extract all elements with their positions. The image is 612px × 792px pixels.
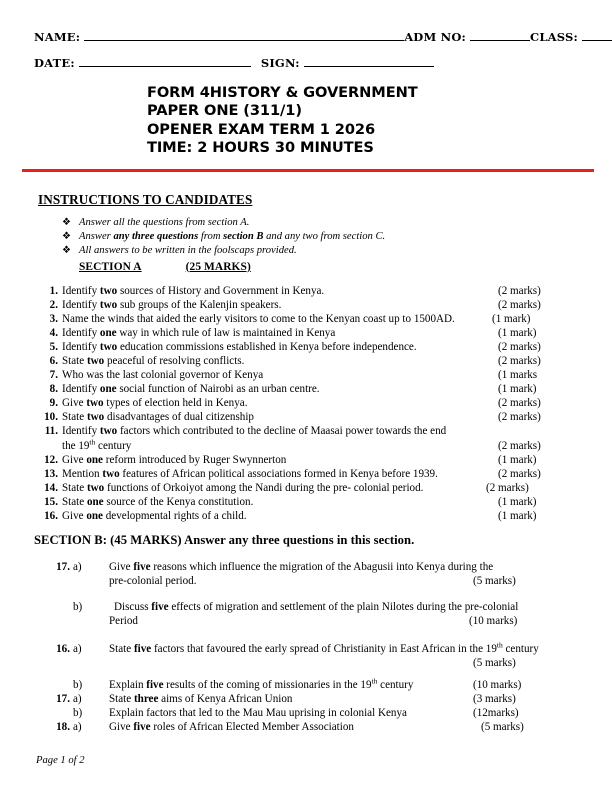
question-text: Give two types of election held in Kenya. — [62, 397, 248, 410]
instructions-list — [62, 216, 582, 274]
question-marks-line — [109, 656, 590, 670]
question-marks: (2 marks) — [498, 341, 541, 354]
question-body — [62, 298, 590, 312]
question-item — [34, 509, 590, 523]
instruction-text: All answers to be written in the foolscaps provided. — [79, 245, 297, 257]
question-text: Identify two sub groups of the Kalenjin speakers. — [62, 299, 282, 312]
question-body — [62, 312, 590, 326]
question-text: State five factors that favoured the early spread of Christianity in East African in the 19th century — [109, 640, 539, 656]
question-item — [34, 706, 590, 720]
ordinal-suffix: th — [496, 640, 503, 650]
question-marks: (2 marks) — [498, 299, 541, 312]
question-body — [62, 368, 590, 382]
section-b-question-list — [34, 560, 590, 734]
question-number: 5. — [49, 341, 58, 354]
question-item — [34, 340, 590, 354]
instructions-heading: INSTRUCTIONS TO CANDIDATES — [38, 192, 253, 207]
question-item — [34, 453, 590, 467]
question-text: Give five reasons which influence the migration of the Abagusii into Kenya during the — [109, 561, 494, 573]
question-text: Give five roles of African Elected Member Association — [109, 721, 354, 734]
question-marks: (2 marks) — [498, 411, 541, 424]
question-text: Give one developmental rights of a child. — [62, 509, 247, 522]
question-marks: (5 marks) — [473, 575, 516, 588]
question-marks: (3 marks) — [473, 693, 516, 706]
question-marks: (1 mark) — [498, 495, 537, 508]
page-footer: Page 1 of 2 — [36, 755, 85, 766]
question-text: State two functions of Orkoiyot among the Nandi during the pre- colonial period. — [62, 481, 424, 494]
question-number: 16. — [56, 643, 70, 656]
question-number: 9. — [49, 397, 58, 410]
question-marks: (1 mark) — [498, 327, 537, 340]
question-body — [109, 642, 590, 670]
question-marks: (2 marks) — [498, 467, 541, 480]
question-item — [34, 600, 590, 628]
question-text-continued: the 19th century (2 marks) — [62, 439, 590, 453]
sign-label: SIGN: — [260, 56, 300, 70]
question-part-label: b) — [73, 707, 83, 720]
question-text: State two peaceful of resolving conflicts. — [62, 355, 245, 368]
class-label: CLASS: — [530, 30, 578, 44]
question-number: 15. — [44, 495, 58, 508]
question-marks: (1 mark) — [498, 509, 537, 522]
question-marks: (2 marks) — [498, 285, 541, 297]
section-a-marks: (25 MARKS) — [185, 260, 251, 273]
question-number: 2. — [49, 299, 58, 312]
question-item — [34, 467, 590, 481]
class-input-line[interactable] — [582, 30, 612, 41]
question-text: Identify two education commissions established in Kenya before independence. — [62, 341, 417, 354]
question-body — [109, 560, 590, 588]
adm-no-label: ADM NO: — [404, 30, 466, 44]
question-number: 10. — [44, 411, 58, 424]
name-label: NAME: — [34, 30, 81, 44]
question-number: 13. — [44, 467, 58, 480]
question-marks: (5 marks) — [481, 721, 524, 734]
question-marks: (1 mark) — [498, 453, 537, 466]
question-item — [34, 312, 590, 326]
title-exam-term: OPENER EXAM TERM 1 2026 — [147, 120, 376, 138]
question-marks: (12marks) — [473, 707, 519, 720]
question-body — [62, 424, 590, 452]
question-body — [62, 396, 590, 410]
question-body — [109, 600, 590, 628]
ordinal-suffix: th — [371, 676, 378, 686]
instruction-item — [62, 216, 582, 230]
question-body — [109, 720, 590, 734]
question-item — [34, 326, 590, 340]
question-body — [62, 326, 590, 340]
question-text: Mention two features of African political associations formed in Kenya before 1939. — [62, 467, 438, 480]
question-body — [109, 692, 590, 706]
question-number: 7. — [49, 369, 58, 382]
question-text: Identify two sources of History and Government in Kenya. — [62, 285, 325, 297]
question-number: 17. — [56, 561, 70, 573]
name-adm-class-row — [34, 30, 586, 44]
question-marks: (1 mark) — [498, 383, 537, 396]
question-body — [62, 495, 590, 509]
question-marks: (10 marks) — [473, 679, 522, 692]
question-item — [34, 298, 590, 312]
question-item — [34, 720, 590, 734]
name-input-line[interactable] — [84, 30, 404, 41]
question-text: Explain five results of the coming of missionaries in the 19th century — [109, 676, 414, 692]
question-item — [34, 495, 590, 509]
section-a-label: SECTION A — [79, 260, 142, 273]
question-number: 12. — [44, 453, 58, 466]
question-item — [34, 642, 590, 670]
question-number: 18. — [56, 721, 70, 734]
question-number: 14. — [44, 481, 58, 494]
question-body — [62, 509, 590, 523]
question-text: State one source of the Kenya constitution. — [62, 495, 254, 508]
red-divider — [22, 169, 594, 172]
question-text: Give one reform introduced by Ruger Swynnerton — [62, 453, 287, 466]
question-body — [62, 453, 590, 467]
question-number: 4. — [49, 327, 58, 340]
question-marks: (10 marks) — [469, 615, 518, 628]
question-body — [62, 467, 590, 481]
question-item — [34, 410, 590, 424]
question-text: State two disadvantages of dual citizenship — [62, 411, 254, 424]
question-text-continued: pre-colonial period. (5 marks) — [109, 575, 516, 588]
question-text: Identify one social function of Nairobi as an urban centre. — [62, 383, 320, 396]
instruction-text: Answer any three questions from section B and any two from section C. — [79, 231, 386, 243]
candidate-details-block — [34, 30, 586, 70]
title-paper-code: PAPER ONE (311/1) — [147, 102, 302, 120]
question-item — [34, 382, 590, 396]
question-item — [34, 692, 590, 706]
diamond-bullet-icon: ❖ — [62, 217, 71, 228]
question-part-label: b) — [73, 679, 83, 692]
question-marks: (5 marks) — [473, 657, 516, 670]
question-marks: (2 marks) — [498, 397, 541, 410]
question-part-label: a) — [73, 721, 82, 734]
question-text: Explain factors that led to the Mau Mau uprising in colonial Kenya — [109, 707, 407, 720]
question-body — [62, 410, 590, 424]
sign-input-line[interactable] — [304, 56, 434, 67]
section-a-question-list — [34, 284, 590, 523]
date-sign-row — [34, 56, 586, 70]
question-item — [34, 678, 590, 692]
title-duration: TIME: 2 HOURS 30 MINUTES — [147, 139, 374, 157]
question-item — [34, 284, 590, 298]
question-text: State three aims of Kenya African Union — [109, 693, 293, 706]
question-part-label: a) — [73, 643, 82, 656]
question-text: Name the winds that aided the early visitors to come to the Kenyan coast up to 1500AD. — [62, 313, 455, 326]
date-label: DATE: — [34, 56, 75, 70]
question-marks: (2 marks) — [498, 355, 541, 368]
question-item — [34, 354, 590, 368]
question-part-label: b) — [73, 601, 83, 614]
question-body — [62, 382, 590, 396]
question-number: 1. — [49, 285, 58, 297]
question-item — [34, 560, 590, 588]
question-number: 8. — [49, 383, 58, 396]
question-number: 17. — [56, 693, 70, 706]
instruction-item — [62, 244, 582, 258]
question-text: Who was the last colonial governor of Kenya — [62, 369, 264, 382]
question-number: 3. — [49, 313, 58, 326]
question-item — [34, 368, 590, 382]
question-text-continued: Period (10 marks) — [109, 615, 518, 628]
diamond-bullet-icon: ❖ — [62, 231, 71, 243]
question-part-label: a) — [73, 561, 82, 573]
question-body — [62, 340, 590, 354]
instruction-text: Answer all the questions from section A. — [79, 217, 250, 228]
question-marks: (1 marks — [498, 369, 538, 382]
question-marks: (2 marks) — [498, 439, 541, 452]
question-item — [34, 424, 590, 452]
question-body — [62, 284, 590, 298]
question-item — [34, 481, 590, 495]
question-body — [109, 678, 590, 692]
instruction-item — [62, 230, 582, 244]
question-text: Discuss five effects of migration and settlement of the plain Nilotes during the pre-colonial — [114, 601, 519, 614]
question-number: 16. — [44, 509, 58, 522]
date-input-line[interactable] — [79, 56, 251, 67]
exam-title-block — [147, 84, 418, 158]
question-text: Identify two factors which contributed to the decline of Maasai power towards the end — [62, 425, 447, 438]
title-subject: FORM 4HISTORY & GOVERNMENT — [147, 84, 418, 101]
question-marks: (1 mark) — [492, 313, 531, 326]
question-body — [109, 706, 590, 720]
section-a-heading — [79, 260, 582, 274]
question-body — [62, 354, 590, 368]
question-part-label: a) — [73, 693, 82, 706]
question-body — [62, 481, 590, 495]
question-number: 6. — [49, 355, 58, 368]
ordinal-suffix: th — [89, 436, 96, 446]
question-marks: (2 marks) — [486, 481, 529, 494]
diamond-bullet-icon: ❖ — [62, 245, 71, 257]
question-number: 11. — [44, 425, 58, 438]
adm-no-input-line[interactable] — [470, 30, 530, 41]
question-text: Identify one way in which rule of law is maintained in Kenya — [62, 327, 336, 340]
section-b-heading: SECTION B: (45 MARKS) Answer any three questions in this section. — [34, 533, 415, 547]
question-item — [34, 396, 590, 410]
